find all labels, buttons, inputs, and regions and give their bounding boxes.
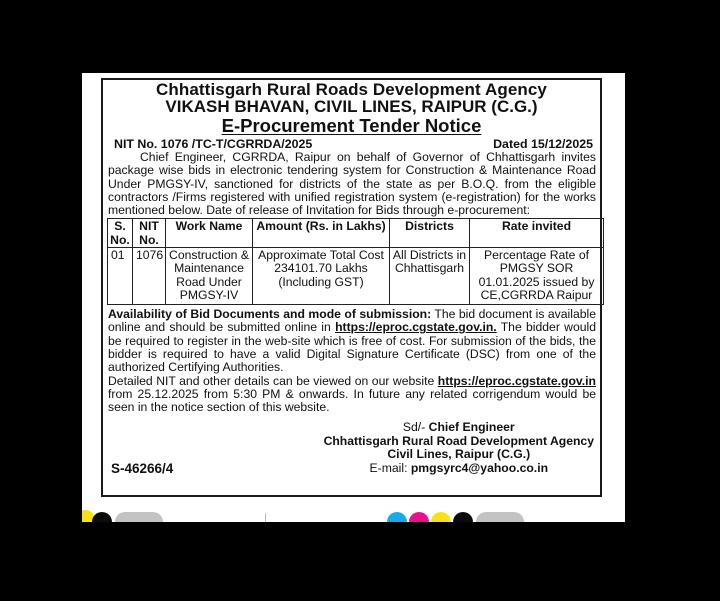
details-paragraph <box>107 375 596 415</box>
gray-registration-bar-2 <box>476 512 524 522</box>
availability-heading: Availability of Bid Documents and mode of submission: <box>108 307 432 322</box>
intro-paragraph: Chief Engineer, CGRRDA, Raipur on behalf of Governor of Chhattisgarh invites package wise bids in electronic tendering system for Construction & Maintenance Road Under PMGSY-IV, sanctioned for districts of the state as per B.O.Q. from the eligible contractors /Firms registered with unified registration system (e-registration) for the works mentioned below. Date of release of Invitation for Bids through e-procurement: <box>108 150 596 218</box>
notice-title: E-Procurement Tender Notice <box>221 115 482 136</box>
magenta-registration-mark <box>409 512 429 522</box>
notice-header <box>107 81 596 136</box>
eproc-link-1[interactable]: https://eproc.cgstate.gov.in. <box>335 320 497 335</box>
email-line <box>324 462 594 475</box>
gray-registration-bar <box>115 512 163 522</box>
cell-work: Construction & Maintenance Road Under PMGSY-IV <box>166 248 253 305</box>
works-table <box>107 218 604 305</box>
cell-amount: Approximate Total Cost 234101.70 Lakhs (Including GST) <box>253 248 390 305</box>
trim-tick-mark <box>265 513 266 522</box>
yellow-registration-mark-2 <box>431 512 451 522</box>
availability-text-2: The bidder would be required to register in the web-site which is free of cost. For submission of the bids, the bidder is required to have a valid Digital Signature Certificate (DSC) from one of the authorized Certifying Authorities. <box>108 320 596 375</box>
signature-line <box>324 421 594 434</box>
reference-code: S-46266/4 <box>111 461 174 477</box>
email-label: E-mail: <box>369 460 411 475</box>
signature-block <box>324 421 594 475</box>
tender-notice-box <box>101 78 602 497</box>
nit-line <box>107 137 596 151</box>
signatory-designation: Chief Engineer <box>428 420 515 435</box>
signature-area <box>107 421 596 481</box>
signatory-address: Civil Lines, Raipur (C.G.) <box>387 447 531 462</box>
col-header-amount: Amount (Rs. in Lakhs) <box>253 219 390 248</box>
col-header-work: Work Name <box>166 219 253 248</box>
cyan-registration-mark <box>387 512 407 522</box>
col-header-rate: Rate invited <box>470 219 604 248</box>
table-row <box>108 248 604 305</box>
nit-date: Dated 15/12/2025 <box>493 137 593 151</box>
email-address[interactable]: pmgsyrc4@yahoo.co.in <box>410 460 549 475</box>
details-text-1: Detailed NIT and other details can be viewed on our website <box>108 373 438 388</box>
agency-name: Chhattisgarh Rural Roads Development Agency <box>156 80 547 99</box>
eproc-link-2[interactable]: https://eproc.cgstate.gov.in <box>437 373 596 388</box>
cell-districts: All Districts in Chhattisgarh <box>390 248 470 305</box>
sd-prefix: Sd/- <box>402 420 429 435</box>
cell-rate: Percentage Rate of PMGSY SOR 01.01.2025 issued by CE,CGRRDA Raipur <box>470 248 604 305</box>
cell-sno: 01 <box>108 248 133 305</box>
black-registration-mark <box>92 512 112 522</box>
col-header-nit: NIT No. <box>133 219 166 248</box>
signatory-agency: Chhattisgarh Rural Road Development Agency <box>323 433 594 448</box>
agency-address: VIKASH BHAVAN, CIVIL LINES, RAIPUR (C.G.) <box>165 97 538 116</box>
details-text-2: from 25.12.2025 from 5:30 PM & onwards. In future any related corrigendum would be seen in the notice section of this website. <box>108 386 596 415</box>
availability-paragraph <box>107 308 596 374</box>
table-header-row <box>108 219 604 248</box>
availability-text-1: The bid document is available online and should be submitted online in <box>108 307 596 335</box>
nit-number: NIT No. 1076 /TC-T/CGRRDA/2025 <box>114 137 313 151</box>
col-header-sno: S. No. <box>108 219 133 248</box>
cell-nit: 1076 <box>133 248 166 305</box>
newspaper-clipping <box>82 73 625 522</box>
black-registration-mark-2 <box>453 512 473 522</box>
col-header-districts: Districts <box>390 219 470 248</box>
